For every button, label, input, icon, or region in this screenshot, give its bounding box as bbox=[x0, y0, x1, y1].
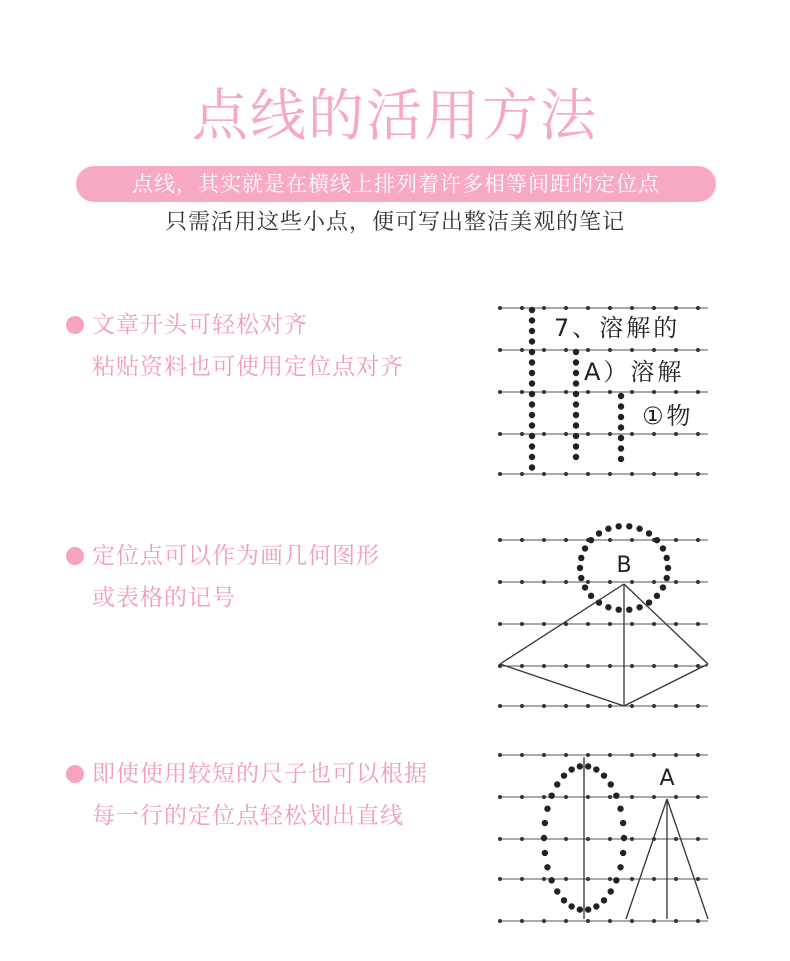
grid-dot bbox=[520, 877, 524, 881]
ruler-example-figure bbox=[496, 745, 716, 930]
grid-dot bbox=[586, 432, 590, 436]
grid-dot bbox=[586, 877, 590, 881]
grid-dot bbox=[696, 753, 700, 757]
grid-dot bbox=[542, 753, 546, 757]
grid-dot bbox=[696, 472, 700, 476]
grid-dot bbox=[674, 348, 678, 352]
grid-dot bbox=[630, 622, 634, 626]
feature-alignment-line1: 文章开头可轻松对齐 bbox=[92, 312, 308, 338]
grid-dot bbox=[608, 580, 612, 584]
cone-edge bbox=[626, 799, 667, 919]
guide-dot bbox=[529, 328, 535, 334]
grid-dot bbox=[696, 622, 700, 626]
grid-dot bbox=[696, 432, 700, 436]
grid-dot bbox=[586, 753, 590, 757]
outline-text-line1: 7、溶解的 bbox=[554, 314, 681, 342]
grid-dot bbox=[630, 919, 634, 923]
outline-example-figure bbox=[496, 300, 716, 480]
grid-dot bbox=[674, 538, 678, 542]
grid-dot bbox=[542, 538, 546, 542]
guide-dot bbox=[660, 545, 666, 551]
grid-dot bbox=[674, 753, 678, 757]
guide-dot bbox=[573, 359, 579, 365]
guide-dot bbox=[573, 454, 579, 460]
grid-dot bbox=[564, 877, 568, 881]
guide-dot bbox=[613, 792, 619, 798]
guide-dot bbox=[617, 806, 623, 812]
guide-dot bbox=[529, 338, 535, 344]
grid-dot bbox=[652, 664, 656, 668]
intro-subtitle: 只需活用这些小点，便可写出整洁美观的笔记 bbox=[164, 210, 625, 235]
grid-dot bbox=[586, 306, 590, 310]
guide-dot bbox=[618, 456, 624, 462]
grid-dot bbox=[542, 390, 546, 394]
grid-dot bbox=[630, 753, 634, 757]
grid-dot bbox=[542, 704, 546, 708]
guide-dot bbox=[585, 906, 591, 912]
guide-dot bbox=[588, 537, 594, 543]
grid-dot bbox=[696, 919, 700, 923]
grid-dot bbox=[696, 580, 700, 584]
grid-dot bbox=[498, 580, 502, 584]
guide-dot bbox=[529, 359, 535, 365]
geometry-label-b: B bbox=[616, 553, 632, 578]
guide-dot bbox=[660, 584, 666, 590]
guide-dot bbox=[618, 414, 624, 420]
guide-dot bbox=[621, 835, 627, 841]
grid-dot bbox=[586, 348, 590, 352]
bullet-dot-icon bbox=[66, 316, 84, 334]
guide-dot bbox=[593, 766, 599, 772]
grid-dot bbox=[542, 664, 546, 668]
grid-dot bbox=[498, 306, 502, 310]
guide-dot bbox=[665, 565, 671, 571]
geometry-example-svg bbox=[496, 520, 716, 715]
guide-dot bbox=[542, 850, 548, 856]
grid-dot bbox=[498, 622, 502, 626]
grid-dot bbox=[498, 704, 502, 708]
grid-dot bbox=[652, 390, 656, 394]
guide-dot bbox=[577, 565, 583, 571]
page-title: 点线的活用方法 bbox=[192, 84, 598, 149]
grid-dot bbox=[652, 877, 656, 881]
grid-dot bbox=[608, 390, 612, 394]
grid-dot bbox=[542, 432, 546, 436]
grid-dot bbox=[498, 877, 502, 881]
feature-geometry-line2: 或表格的记号 bbox=[92, 585, 236, 611]
grid-dot bbox=[520, 795, 524, 799]
grid-dot bbox=[608, 472, 612, 476]
grid-dot bbox=[520, 837, 524, 841]
grid-dot bbox=[608, 753, 612, 757]
grid-dot bbox=[630, 538, 634, 542]
grid-dot bbox=[542, 795, 546, 799]
grid-dot bbox=[652, 306, 656, 310]
guide-dot bbox=[577, 906, 583, 912]
grid-dot bbox=[696, 538, 700, 542]
grid-dot bbox=[564, 837, 568, 841]
grid-dot bbox=[674, 432, 678, 436]
guide-dot bbox=[608, 781, 614, 787]
grid-dot bbox=[564, 390, 568, 394]
grid-dot bbox=[696, 837, 700, 841]
grid-dot bbox=[630, 704, 634, 708]
feature-ruler-line2: 每一行的定位点轻松划出直线 bbox=[92, 803, 404, 829]
grid-dot bbox=[608, 919, 612, 923]
grid-dot bbox=[608, 795, 612, 799]
guide-dot bbox=[601, 772, 607, 778]
grid-dot bbox=[652, 472, 656, 476]
grid-dot bbox=[564, 432, 568, 436]
grid-dot bbox=[564, 795, 568, 799]
grid-dot bbox=[696, 877, 700, 881]
grid-dot bbox=[520, 919, 524, 923]
geometry-example-figure bbox=[496, 520, 716, 715]
guide-dot bbox=[529, 454, 535, 460]
guide-dot bbox=[529, 317, 535, 323]
grid-dot bbox=[564, 919, 568, 923]
guide-dot bbox=[618, 424, 624, 430]
grid-dot bbox=[608, 704, 612, 708]
grid-dot bbox=[520, 390, 524, 394]
feature-alignment-line2: 粘贴资料也可使用定位点对齐 bbox=[92, 354, 404, 380]
grid-dot bbox=[652, 580, 656, 584]
guide-dot bbox=[529, 433, 535, 439]
grid-dot bbox=[608, 837, 612, 841]
guide-dot bbox=[561, 772, 567, 778]
grid-dot bbox=[542, 472, 546, 476]
guide-dot bbox=[573, 443, 579, 449]
guide-dot bbox=[588, 593, 594, 599]
guide-dot bbox=[544, 806, 550, 812]
grid-dot bbox=[608, 432, 612, 436]
grid-dot bbox=[564, 306, 568, 310]
grid-dot bbox=[586, 795, 590, 799]
guide-dot bbox=[573, 412, 579, 418]
guide-dot bbox=[529, 349, 535, 355]
grid-dot bbox=[498, 919, 502, 923]
guide-dot bbox=[573, 370, 579, 376]
bullet-dot-icon bbox=[66, 765, 84, 783]
grid-dot bbox=[520, 348, 524, 352]
guide-dot bbox=[618, 435, 624, 441]
grid-dot bbox=[520, 432, 524, 436]
grid-dot bbox=[630, 837, 634, 841]
outline-text-line3: ①物 bbox=[642, 402, 694, 430]
guide-dot bbox=[582, 545, 588, 551]
guide-dot bbox=[529, 401, 535, 407]
grid-dot bbox=[674, 795, 678, 799]
guide-dot bbox=[544, 864, 550, 870]
cone-shape bbox=[626, 799, 708, 919]
guide-dot bbox=[613, 877, 619, 883]
grid-dot bbox=[630, 390, 634, 394]
outline-text-line2: A）溶解 bbox=[584, 358, 685, 386]
grid-dot bbox=[696, 306, 700, 310]
grid-dot bbox=[674, 664, 678, 668]
guide-dot bbox=[529, 307, 535, 313]
guide-dot bbox=[573, 401, 579, 407]
grid-dot bbox=[674, 622, 678, 626]
guide-dot bbox=[636, 526, 642, 532]
grid-dot bbox=[542, 348, 546, 352]
grid-dot bbox=[674, 306, 678, 310]
grid-dot bbox=[608, 348, 612, 352]
grid-dot bbox=[696, 348, 700, 352]
grid-dot bbox=[586, 704, 590, 708]
grid-dot bbox=[674, 472, 678, 476]
guide-dot bbox=[554, 781, 560, 787]
guide-dot bbox=[529, 464, 535, 470]
ruler-example-svg bbox=[496, 745, 716, 930]
guide-dot bbox=[573, 422, 579, 428]
guide-dot bbox=[529, 391, 535, 397]
grid-dot bbox=[520, 622, 524, 626]
grid-dot bbox=[630, 664, 634, 668]
grid-dot bbox=[674, 919, 678, 923]
grid-dot bbox=[696, 390, 700, 394]
grid-dot bbox=[498, 472, 502, 476]
guide-dot bbox=[617, 864, 623, 870]
guide-dot bbox=[561, 897, 567, 903]
grid-dot bbox=[586, 390, 590, 394]
grid-dot bbox=[652, 704, 656, 708]
grid-dot bbox=[674, 580, 678, 584]
ruler-label-a: A bbox=[659, 766, 675, 791]
grid-dot bbox=[498, 390, 502, 394]
guide-dot bbox=[578, 575, 584, 581]
outline-example-svg bbox=[496, 300, 716, 480]
guide-dot bbox=[582, 584, 588, 590]
grid-dot bbox=[608, 306, 612, 310]
grid-dot bbox=[608, 538, 612, 542]
guide-dot bbox=[615, 523, 621, 529]
guide-dot bbox=[620, 820, 626, 826]
grid-dot bbox=[652, 919, 656, 923]
grid-dot bbox=[564, 664, 568, 668]
grid-dot bbox=[608, 877, 612, 881]
guide-dot bbox=[664, 555, 670, 561]
grid-dot bbox=[520, 704, 524, 708]
pyramid-edge bbox=[500, 664, 624, 706]
grid-dot bbox=[520, 472, 524, 476]
guide-dot bbox=[646, 530, 652, 536]
guide-dot bbox=[573, 349, 579, 355]
guide-dot bbox=[573, 391, 579, 397]
guide-dot bbox=[593, 903, 599, 909]
grid-dot bbox=[630, 432, 634, 436]
grid-dot bbox=[564, 472, 568, 476]
grid-dot bbox=[498, 538, 502, 542]
grid-dot bbox=[498, 432, 502, 436]
guide-dot bbox=[568, 766, 574, 772]
guide-dot bbox=[620, 850, 626, 856]
grid-dot bbox=[542, 580, 546, 584]
grid-dot bbox=[674, 837, 678, 841]
grid-dot bbox=[520, 664, 524, 668]
guide-dot bbox=[654, 593, 660, 599]
guide-dot bbox=[664, 575, 670, 581]
grid-dot bbox=[586, 664, 590, 668]
guide-dot bbox=[529, 380, 535, 386]
grid-dot bbox=[652, 622, 656, 626]
guide-dot bbox=[618, 403, 624, 409]
grid-dot bbox=[630, 580, 634, 584]
grid-dot bbox=[542, 877, 546, 881]
grid-dot bbox=[520, 580, 524, 584]
grid-dot bbox=[498, 753, 502, 757]
grid-dot bbox=[586, 919, 590, 923]
grid-dot bbox=[564, 753, 568, 757]
intro-banner: 点线，其实就是在横线上排列着许多相等间距的定位点 bbox=[76, 166, 716, 202]
guide-dot bbox=[605, 604, 611, 610]
grid-dot bbox=[696, 704, 700, 708]
grid-dot bbox=[586, 580, 590, 584]
guide-dot bbox=[605, 526, 611, 532]
grid-dot bbox=[564, 538, 568, 542]
grid-dot bbox=[586, 472, 590, 476]
guide-dot bbox=[548, 877, 554, 883]
guide-dot bbox=[529, 443, 535, 449]
guide-dot bbox=[568, 903, 574, 909]
grid-dot bbox=[498, 795, 502, 799]
grid-dot bbox=[696, 664, 700, 668]
grid-dot bbox=[630, 795, 634, 799]
grid-dot bbox=[564, 704, 568, 708]
grid-dot bbox=[520, 753, 524, 757]
guide-dot bbox=[573, 433, 579, 439]
grid-dot bbox=[564, 348, 568, 352]
grid-dot bbox=[498, 837, 502, 841]
grid-dot bbox=[652, 348, 656, 352]
guide-dot bbox=[618, 393, 624, 399]
grid-dot bbox=[608, 622, 612, 626]
grid-dot bbox=[674, 877, 678, 881]
guide-dot bbox=[615, 606, 621, 612]
grid-dot bbox=[630, 348, 634, 352]
grid-dot bbox=[696, 795, 700, 799]
bullet-dot-icon bbox=[66, 547, 84, 565]
grid-dot bbox=[674, 390, 678, 394]
guide-dot bbox=[585, 763, 591, 769]
grid-dot bbox=[630, 877, 634, 881]
guide-dot bbox=[596, 530, 602, 536]
feature-geometry-line1: 定位点可以作为画几何图形 bbox=[92, 543, 380, 569]
grid-dot bbox=[630, 472, 634, 476]
grid-dot bbox=[542, 306, 546, 310]
grid-dot bbox=[652, 432, 656, 436]
guide-dot bbox=[626, 606, 632, 612]
guide-dot bbox=[541, 835, 547, 841]
grid-dot bbox=[586, 837, 590, 841]
guide-dot bbox=[573, 380, 579, 386]
grid-dot bbox=[542, 622, 546, 626]
guide-dot bbox=[577, 763, 583, 769]
grid-dot bbox=[586, 622, 590, 626]
guide-dot bbox=[548, 792, 554, 798]
guide-dot bbox=[529, 412, 535, 418]
grid-dot bbox=[652, 795, 656, 799]
guide-dot bbox=[554, 888, 560, 894]
pyramid-shape bbox=[500, 584, 708, 706]
cone-edge bbox=[667, 799, 708, 919]
grid-dot bbox=[564, 580, 568, 584]
grid-dot bbox=[608, 664, 612, 668]
guide-dot bbox=[578, 555, 584, 561]
grid-dot bbox=[498, 348, 502, 352]
feature-ruler-line1: 即使使用较短的尺子也可以根据 bbox=[92, 761, 428, 787]
guide-dot bbox=[618, 445, 624, 451]
grid-dot bbox=[630, 306, 634, 310]
grid-dot bbox=[542, 919, 546, 923]
guide-dot bbox=[529, 422, 535, 428]
guide-dot bbox=[626, 523, 632, 529]
grid-dot bbox=[674, 704, 678, 708]
guide-dot bbox=[601, 897, 607, 903]
guide-dot bbox=[636, 604, 642, 610]
grid-dot bbox=[520, 306, 524, 310]
grid-dot bbox=[652, 753, 656, 757]
guide-dot bbox=[529, 370, 535, 376]
grid-dot bbox=[520, 538, 524, 542]
guide-dot bbox=[654, 537, 660, 543]
pyramid-edge bbox=[624, 664, 708, 706]
guide-dot bbox=[542, 820, 548, 826]
guide-dot bbox=[608, 888, 614, 894]
